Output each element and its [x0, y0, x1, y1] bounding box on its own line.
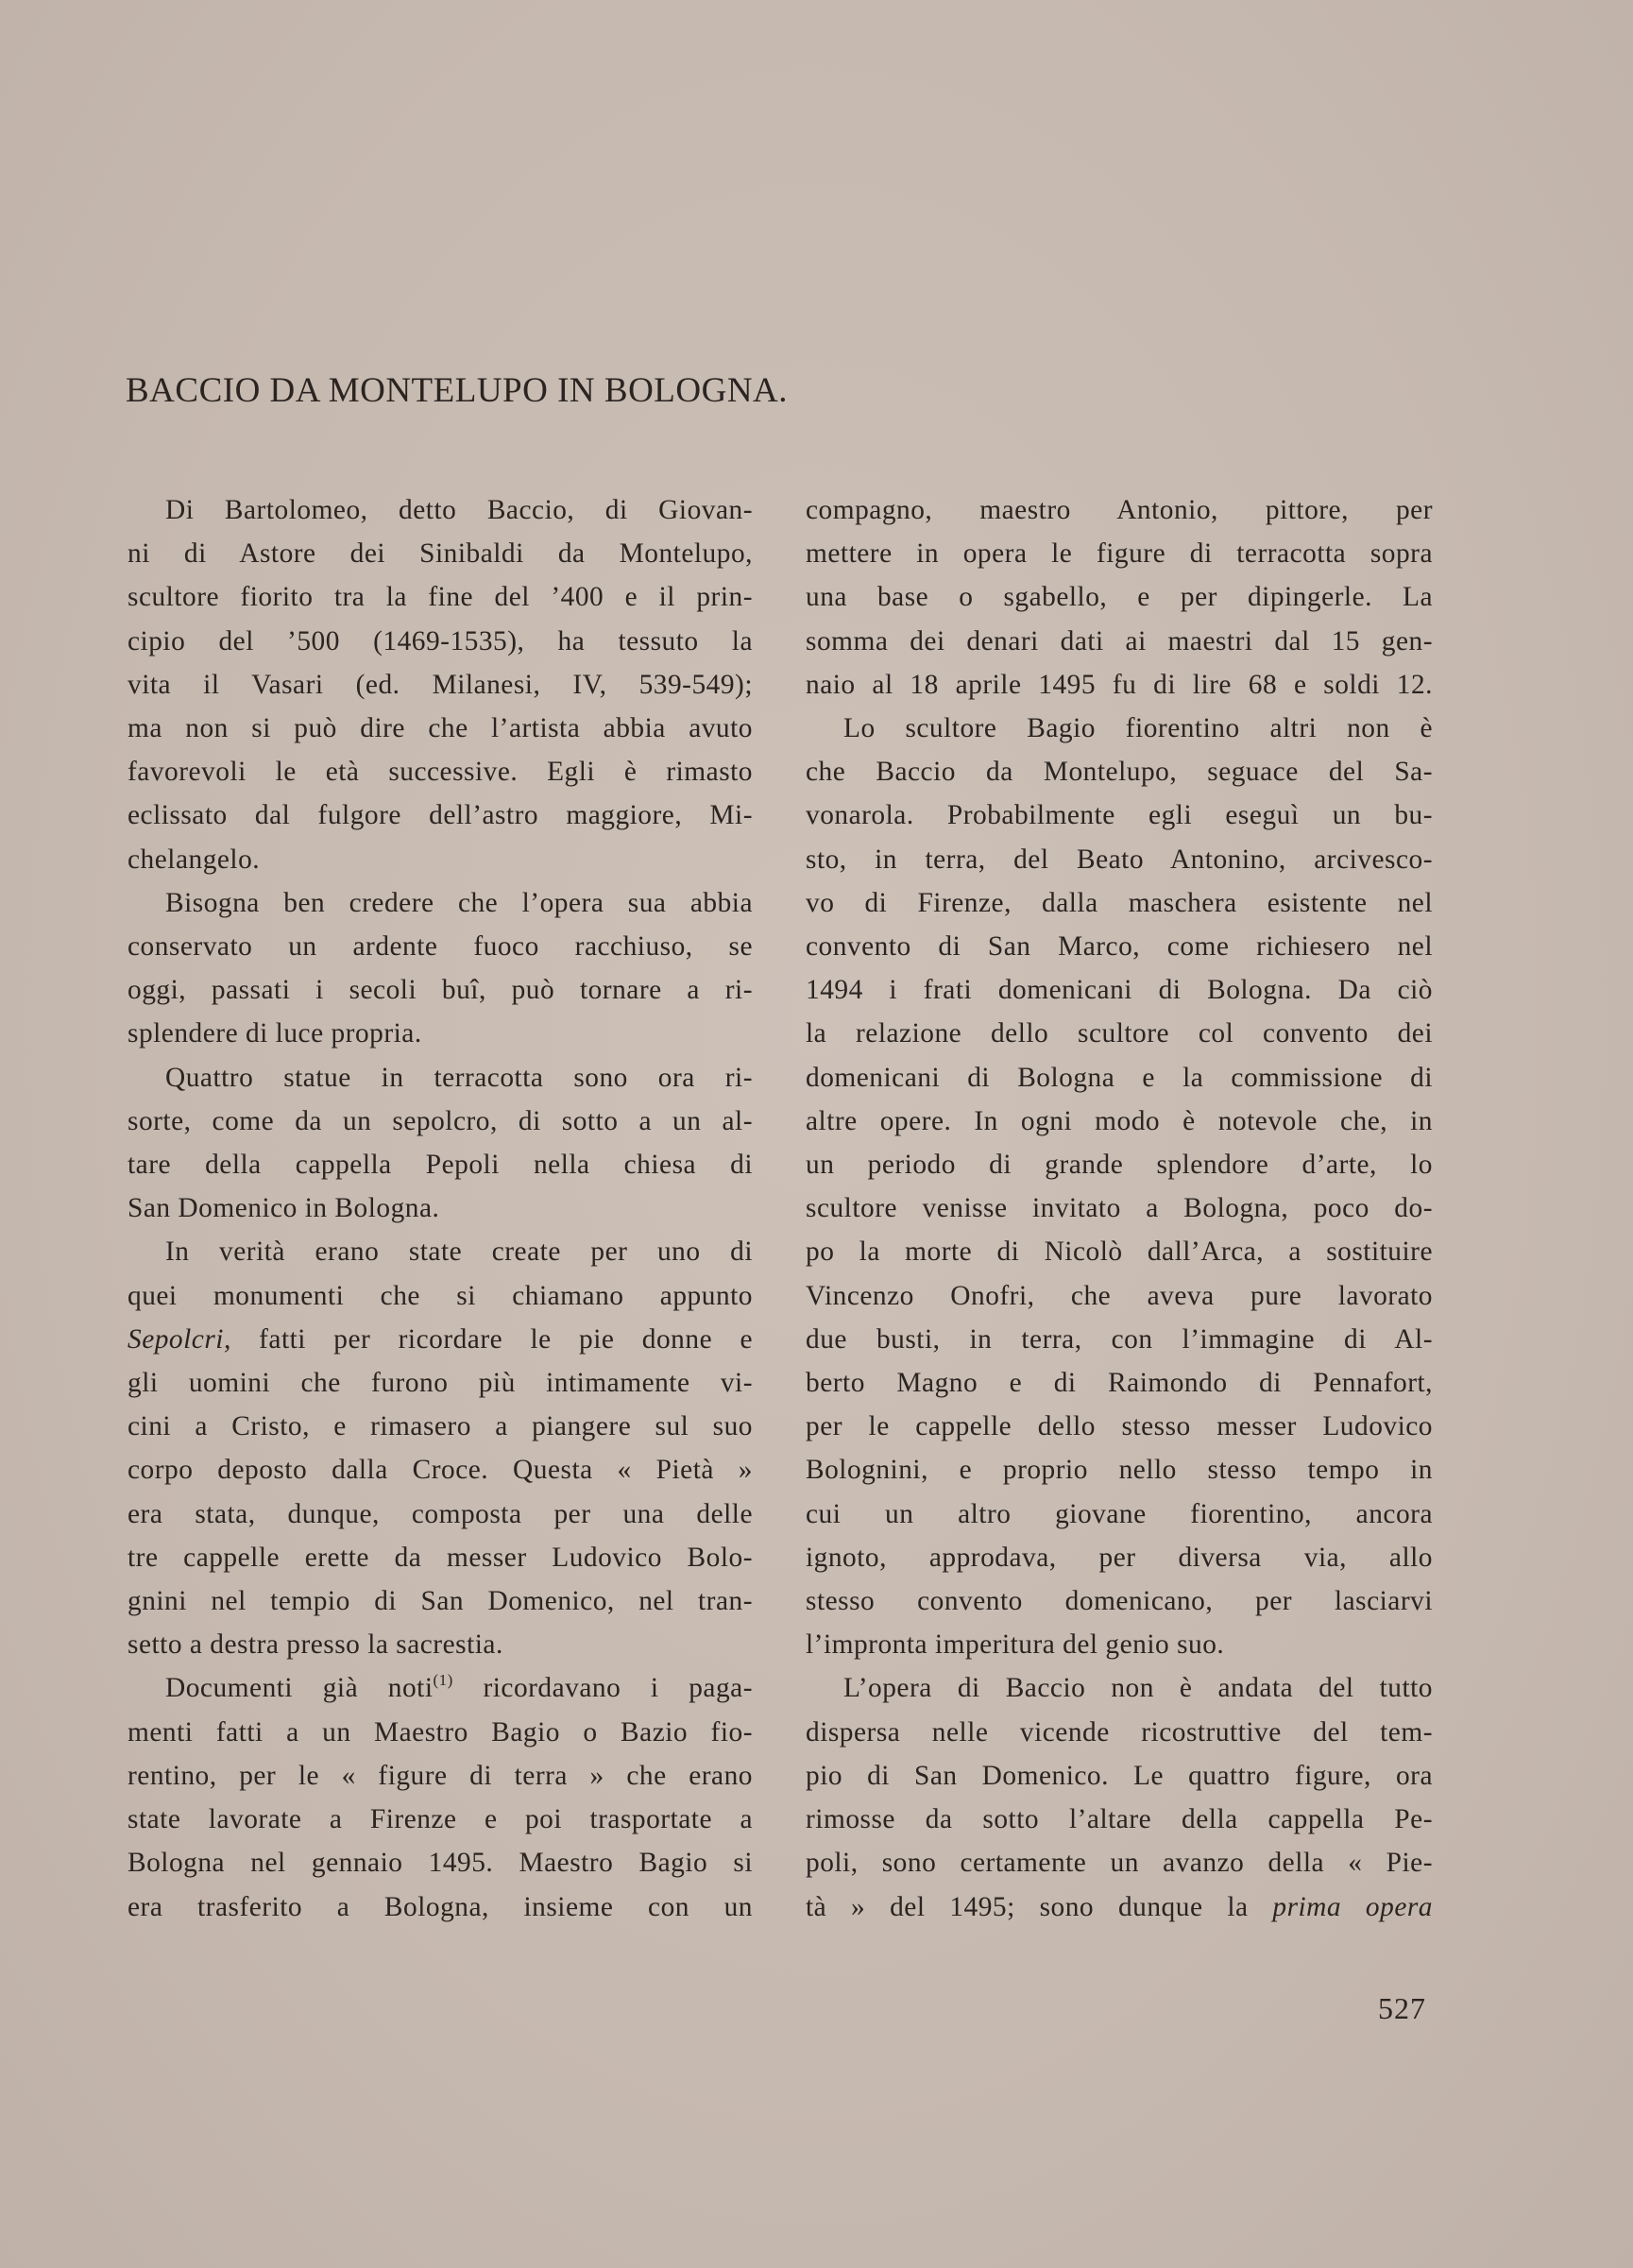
- text-line: L’opera di Baccio non è andata del tutto: [843, 1673, 1433, 1704]
- text-line: chelangelo.: [128, 844, 261, 875]
- text-line: dispersa nelle vicende ricostruttive del tem-: [806, 1716, 1433, 1748]
- text-line: 1494 i frati domenicani di Bologna. Da ciò: [806, 975, 1433, 1006]
- text-line: ignoto, approdava, per diversa via, allo: [806, 1542, 1433, 1573]
- text-line: l’impronta imperitura del genio suo.: [806, 1629, 1225, 1661]
- text-line: stesso convento domenicano, per lasciarvi: [806, 1586, 1433, 1617]
- left-column: [128, 488, 753, 1929]
- text-line: cipio del ’500 (1469-1535), ha tessuto la: [128, 625, 753, 657]
- text-line: Bolognini, e proprio nello stesso tempo in: [806, 1455, 1433, 1486]
- text-line: splendere di luce propria.: [128, 1018, 422, 1049]
- text-line: convento di San Marco, come richiesero nel: [806, 931, 1433, 963]
- text-line: cini a Cristo, e rimasero a piangere sul suo: [128, 1411, 753, 1442]
- text-line: compagno, maestro Antonio, pittore, per: [806, 495, 1433, 525]
- text-line: due busti, in terra, con l’immagine di Al-: [806, 1323, 1433, 1355]
- text-line: pio di San Domenico. Le quattro figure, ora: [806, 1760, 1433, 1791]
- text-span: Documenti già noti: [165, 1673, 434, 1704]
- text-line: gnini nel tempio di San Domenico, nel tran-: [128, 1586, 753, 1617]
- text-line: vonarola. Probabilmente egli eseguì un bu-: [806, 800, 1433, 831]
- paragraph-5: [128, 1666, 753, 1928]
- text-line: oggi, passati i secoli buî, può tornare a ri-: [128, 975, 753, 1006]
- text-line: ma non si può dire che l’artista abbia avuto: [128, 713, 753, 744]
- text-line: Lo scultore Bagio fiorentino altri non è: [843, 713, 1433, 744]
- text-line: scultore venisse invitato a Bologna, poco do-: [806, 1193, 1433, 1224]
- text-line: Di Bartolomeo, detto Baccio, di Giovan-: [165, 495, 753, 525]
- text-span: tà » del 1495; sono dunque la: [806, 1891, 1273, 1922]
- text-line: vita il Vasari (ed. Milanesi, IV, 539-549);: [128, 669, 753, 700]
- text-line: scultore fiorito tra la fine del ’400 e il prin-: [128, 582, 753, 613]
- text-line: favorevoli le età successive. Egli è rimasto: [128, 757, 753, 788]
- text-line: [128, 1666, 753, 1710]
- text-line: rimosse da sotto l’altare della cappella Pe-: [806, 1804, 1433, 1835]
- text-line: setto a destra presso la sacrestia.: [128, 1629, 503, 1661]
- text-line: berto Magno e di Raimondo di Pennafort,: [806, 1368, 1433, 1399]
- text-span: fatti per ricordare le pie donne e: [230, 1323, 753, 1355]
- text-line: somma dei denari dati ai maestri dal 15 gen-: [806, 625, 1433, 657]
- text-line: [128, 1318, 753, 1361]
- paragraph-continued: [806, 488, 1433, 707]
- text-span: ricordavano i paga-: [452, 1673, 753, 1704]
- text-line: [806, 1885, 1433, 1929]
- text-line: gli uomini che furono più intimamente vi-: [128, 1368, 753, 1399]
- paragraph-3: [128, 1056, 753, 1231]
- text-line: tare della cappella Pepoli nella chiesa di: [128, 1150, 753, 1181]
- text-line: sorte, come da un sepolcro, di sotto a un al-: [128, 1105, 753, 1136]
- text-line: mettere in opera le figure di terracotta sopra: [806, 538, 1433, 570]
- text-line: vo di Firenze, dalla maschera esistente nel: [806, 887, 1433, 918]
- text-line: era trasferito a Bologna, insieme con un: [128, 1891, 753, 1922]
- text-line: corpo deposto dalla Croce. Questa « Pietà »: [128, 1455, 753, 1486]
- text-line: una base o sgabello, e per dipingerle. La: [806, 582, 1433, 613]
- text-line: per le cappelle dello stesso messer Ludovico: [806, 1411, 1433, 1442]
- paragraph-4: [128, 1230, 753, 1666]
- text-line: un periodo di grande splendore d’arte, lo: [806, 1150, 1433, 1181]
- italic-word: Sepolcri,: [128, 1323, 231, 1355]
- text-line: cui un altro giovane fiorentino, ancora: [806, 1498, 1433, 1529]
- text-line: naio al 18 aprile 1495 fu di lire 68 e soldi 12.: [806, 669, 1433, 700]
- footnote-reference[interactable]: (1): [433, 1671, 453, 1690]
- text-line: rentino, per le « figure di terra » che erano: [128, 1760, 753, 1791]
- page-number: 527: [1378, 1991, 1426, 2025]
- page-title: BACCIO DA MONTELUPO IN BOLOGNA.: [126, 371, 789, 410]
- text-line: altre opere. In ogni modo è notevole che, in: [806, 1105, 1433, 1136]
- text-line: era stata, dunque, composta per una delle: [128, 1498, 753, 1529]
- text-line: poli, sono certamente un avanzo della « Pie-: [806, 1848, 1433, 1879]
- italic-phrase: prima opera: [1272, 1891, 1433, 1922]
- text-line: domenicani di Bologna e la commissione di: [806, 1062, 1433, 1093]
- text-line: la relazione dello scultore col convento dei: [806, 1018, 1433, 1049]
- text-line: San Domenico in Bologna.: [128, 1193, 440, 1224]
- text-line: sto, in terra, del Beato Antonino, arcivesco-: [806, 844, 1433, 875]
- text-line: menti fatti a un Maestro Bagio o Bazio fio-: [128, 1716, 753, 1748]
- text-line: ni di Astore dei Sinibaldi da Montelupo,: [128, 538, 753, 570]
- text-line: conservato un ardente fuoco racchiuso, se: [128, 931, 753, 963]
- text-line: quei monumenti che si chiamano appunto: [128, 1280, 753, 1311]
- text-line: Bologna nel gennaio 1495. Maestro Bagio si: [128, 1848, 753, 1879]
- right-column: [806, 488, 1433, 1929]
- text-line: Quattro statue in terracotta sono ora ri-: [165, 1062, 753, 1093]
- paragraph-7: [806, 1666, 1433, 1928]
- text-line: Vincenzo Onofri, che aveva pure lavorato: [806, 1280, 1433, 1311]
- paragraph-1: [128, 488, 753, 881]
- text-line: state lavorate a Firenze e poi trasportate a: [128, 1804, 753, 1835]
- text-line: In verità erano state create per uno di: [165, 1236, 753, 1268]
- paragraph-6: [806, 707, 1433, 1666]
- text-line: tre cappelle erette da messer Ludovico Bolo-: [128, 1542, 753, 1573]
- text-line: eclissato dal fulgore dell’astro maggiore, Mi-: [128, 800, 753, 831]
- text-line: po la morte di Nicolò dall’Arca, a sostituire: [806, 1236, 1433, 1268]
- text-line: che Baccio da Montelupo, seguace del Sa-: [806, 757, 1433, 788]
- text-line: Bisogna ben credere che l’opera sua abbia: [165, 887, 753, 918]
- paragraph-2: [128, 881, 753, 1056]
